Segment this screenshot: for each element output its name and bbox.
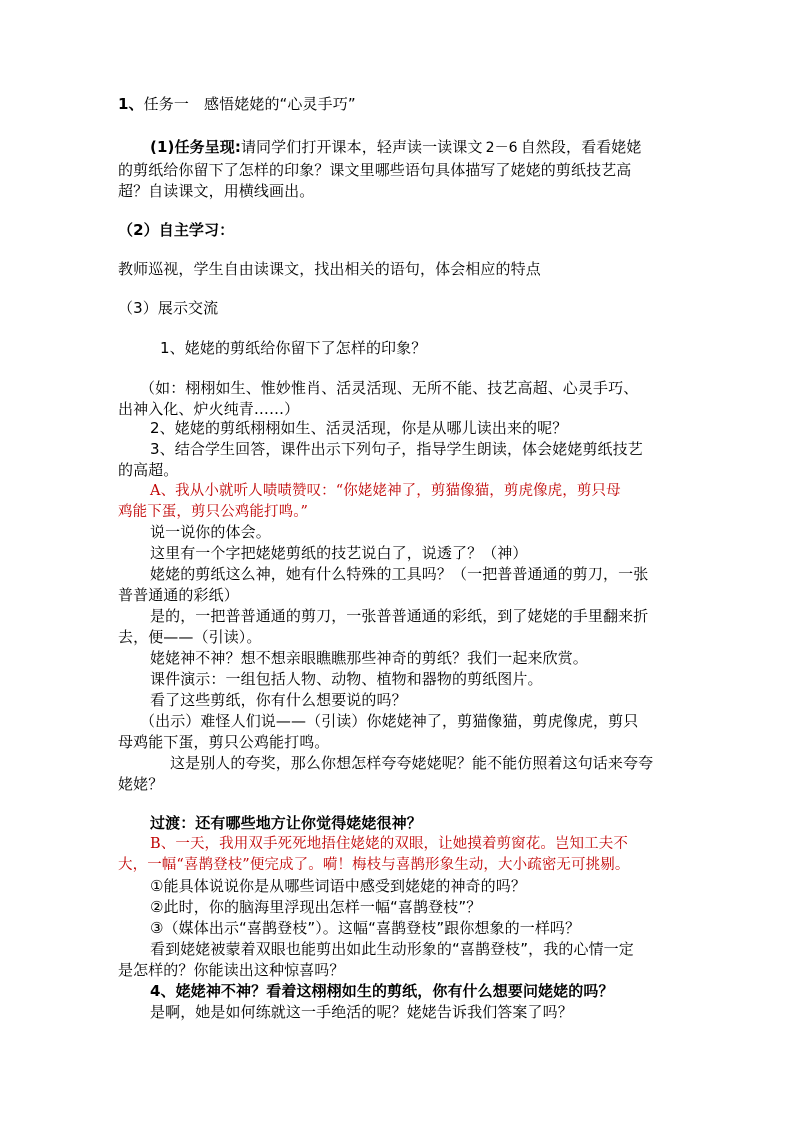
body-line: 看了这些剪纸，你有什么想要说的吗？	[150, 691, 407, 709]
last-line: 是啊，她是如何练就这一手绝活的呢？姥姥告诉我们答案了吗？	[150, 1003, 573, 1021]
question-1: 1、姥姥的剪纸给你留下了怎样的印象？	[160, 339, 427, 357]
question-2: 2、姥姥的剪纸栩栩如生、活灵活现，你是从哪儿读出来的呢？	[150, 419, 568, 437]
task-line-3: 超？自读课文，用横线画出。	[118, 182, 315, 200]
show-exchange-label: （3）展示交流	[118, 299, 219, 317]
body-line: 是的，一把普普通通的剪刀，一张普普通通的彩纸，到了姥姥的手里翻来折	[150, 607, 649, 625]
task-label: (1)任务呈现:	[150, 138, 241, 156]
b-question: ①能具体说说你是从哪些词语中感受到姥姥的神奇的吗？	[150, 877, 526, 895]
teacher-patrol-text: 教师巡视，学生自由读课文，找出相关的语句，体会相应的特点	[118, 260, 541, 278]
question-3-line-2: 的高超。	[118, 461, 179, 479]
body-line: 课件演示：一组包括人物、动物、植物和器物的剪纸图片。	[150, 670, 543, 688]
sentence-b-line-1: B、一天，我用双手死死地捂住姥姥的双眼，让她摸着剪窗花。岂知工夫不	[150, 836, 628, 852]
sentence-a-line-1: A、我从小就听人啧啧赞叹：“你姥姥神了，剪猫像猫，剪虎像虎，剪只母	[150, 483, 621, 499]
section-heading	[118, 94, 356, 114]
body-line: 姥姥神不神？想不想亲眼瞧瞧那些神奇的剪纸？我们一起来欣赏。	[150, 649, 588, 667]
body-line: 母鸡能下蛋，剪只公鸡能打鸣。	[118, 733, 330, 751]
question-3-line-1: 3、结合学生回答，课件出示下列句子，指导学生朗读，体会姥姥剪纸技艺	[150, 440, 643, 458]
sentence-a-line-2: 鸡能下蛋，剪只公鸡能打鸣。”	[118, 504, 309, 520]
body-line: 说一说你的体会。	[150, 523, 271, 541]
examples-line-2: 出神入化、炉火纯青……）	[118, 400, 300, 418]
transition-text: 过渡：还有哪些地方让你觉得姥姥很神？	[150, 814, 422, 832]
body-line: 姥姥？	[118, 775, 164, 793]
body-line: 姥姥的剪纸这么神，她有什么特殊的工具吗？（一把普普通通的剪刀，一张	[150, 565, 649, 583]
examples-line-1: （如：栩栩如生、惟妙惟肖、活灵活现、无所不能、技艺高超、心灵手巧、	[140, 379, 639, 397]
body-line: 这是别人的夸奖，那么你想怎样夸夸姥姥呢？能不能仿照着这句话来夸夸	[170, 754, 654, 772]
b-question: 是怎样的？你能读出这种惊喜吗？	[118, 961, 345, 979]
body-line: 去，便——（引读）。	[118, 628, 262, 646]
self-study-label: （2）自主学习：	[118, 221, 235, 239]
question-4: 4、姥姥神不神？看着这栩栩如生的剪纸，你有什么想要问姥姥的吗？	[150, 982, 614, 1000]
body-line: 这里有一个字把姥姥剪纸的技艺说白了，说透了？（神）	[150, 544, 528, 562]
paragraph-range: 2－6	[485, 140, 518, 156]
body-line: （出示）难怪人们说——（引读）你姥姥神了，剪猫像猫，剪虎像虎，剪只	[140, 712, 639, 730]
b-question: ②此时，你的脑海里浮现出怎样一幅“喜鹊登枝”？	[150, 898, 482, 916]
task-line-1: (1)任务呈现:请同学们打开课本，轻声读一读课文 2－6 自然段，看看姥姥	[150, 138, 642, 156]
heading-number: 1、	[118, 95, 144, 113]
b-question: ③（媒体出示“喜鹊登枝”）。这幅“喜鹊登枝”跟你想象的一样吗？	[150, 919, 581, 937]
b-question: 看到姥姥被蒙着双眼也能剪出如此生动形象的“喜鹊登枝”，我的心情一定	[150, 940, 634, 958]
heading-title: 任务一 感悟姥姥的“心灵手巧”	[143, 95, 356, 113]
task-line-2: 的剪纸给你留下了怎样的印象？课文里哪些语句具体描写了姥姥的剪纸技艺高	[118, 161, 632, 179]
sentence-b-line-2: 大，一幅“喜鹊登枝”便完成了。嗬！梅枝与喜鹊形象生动，大小疏密无可挑剔。	[118, 857, 630, 873]
body-line: 普普通通的彩纸）	[118, 586, 239, 604]
